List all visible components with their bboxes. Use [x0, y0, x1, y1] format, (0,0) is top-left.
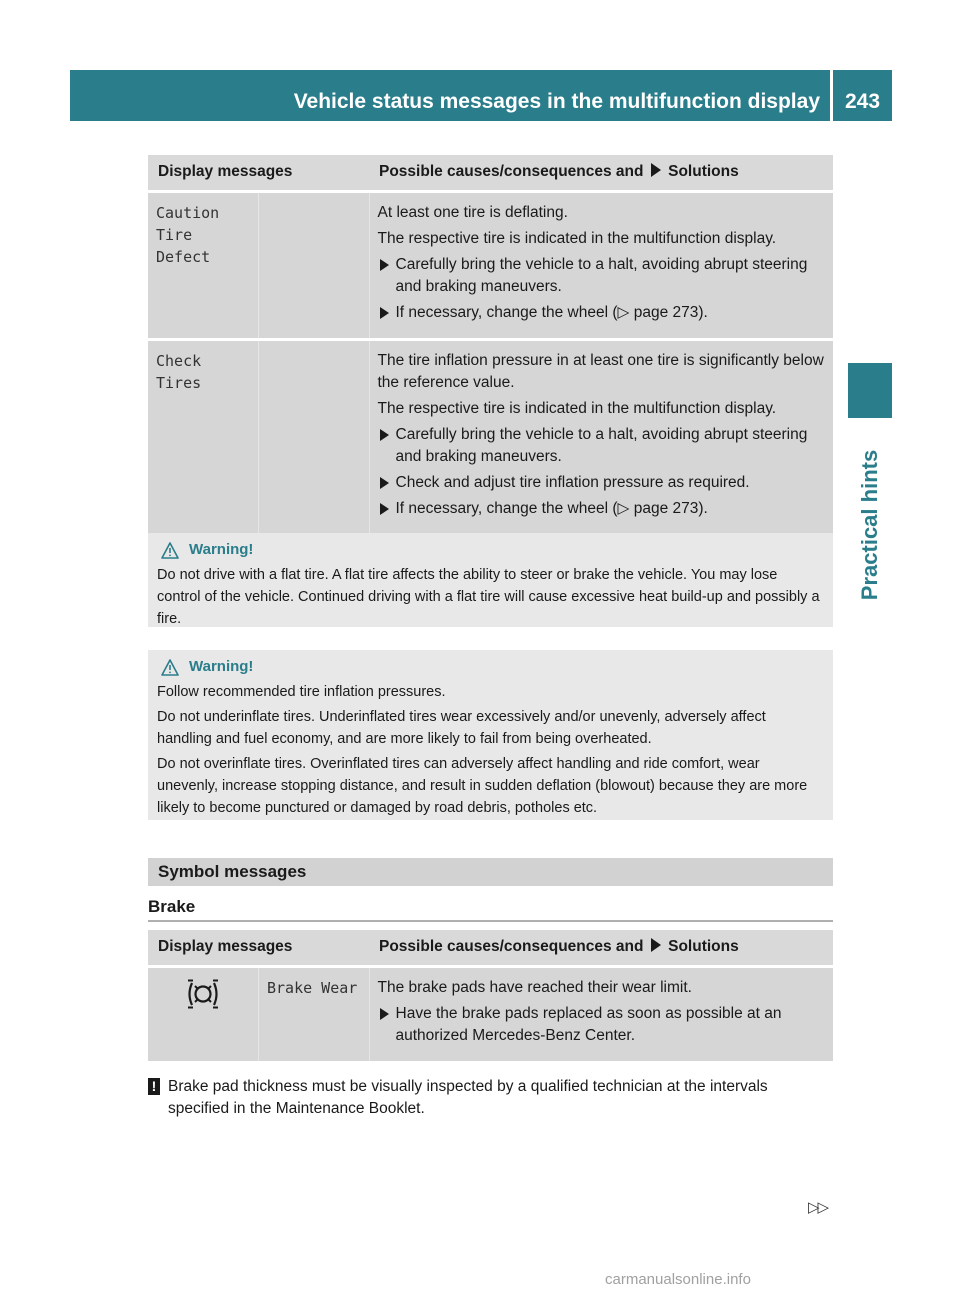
- table-row: [148, 966, 833, 1061]
- solution-step: Carefully bring the vehicle to a halt, avoiding abrupt steering and braking maneuvers.: [378, 424, 826, 468]
- solution-step: Have the brake pads replaced as soon as possible at an authorized Mercedes-Benz Center.: [378, 1003, 826, 1047]
- cause-text: The respective tire is indicated in the multifunction display.: [377, 399, 777, 417]
- footer-watermark: carmanualsonline.info: [605, 1271, 751, 1288]
- tire-messages-table: [148, 155, 833, 534]
- brake-wear-symbol-icon: [184, 979, 222, 1009]
- causes-solutions-cell: [369, 966, 833, 1061]
- solution-step: Check and adjust tire inflation pressure as required.: [378, 472, 826, 494]
- note-brake-pad: [148, 1076, 833, 1120]
- arrow-right-icon: [380, 477, 389, 489]
- arrow-right-icon: [380, 503, 389, 515]
- display-symbol-cell: [148, 966, 259, 1061]
- cause-text: The brake pads have reached their wear limit.: [377, 978, 692, 996]
- side-tab: [848, 425, 892, 625]
- section-title: Symbol messages: [148, 858, 833, 886]
- display-message: Caution Tire Defect: [156, 203, 220, 266]
- side-tab-label: Practical hints: [857, 449, 882, 601]
- arrow-right-icon: [380, 307, 389, 319]
- table-header-row: [148, 930, 833, 966]
- arrow-right-icon: [651, 163, 661, 177]
- header-display-messages: Display messages: [148, 930, 369, 966]
- warning-triangle-icon: [161, 542, 179, 559]
- arrow-right-icon: [380, 429, 389, 441]
- warning-text: Do not drive with a flat tire. A flat tire affects the ability to steer or brake the vehicle. You may lose control of the vehicle. Continued driving with a flat tire will cause excessive heat build-up and possibly a fire.: [157, 567, 820, 627]
- cause-text: The respective tire is indicated in the multifunction display.: [377, 229, 777, 247]
- warning-box-flat-tire: [148, 533, 833, 627]
- subsection-title: Brake: [148, 897, 833, 922]
- side-tab-marker: [848, 363, 892, 418]
- solution-step: Carefully bring the vehicle to a halt, avoiding abrupt steering and braking maneuvers.: [378, 254, 826, 298]
- display-message-cell: [148, 339, 259, 534]
- header-causes-solutions: Possible causes/consequences and Solutions: [369, 930, 833, 966]
- solution-step: If necessary, change the wheel (▷ page 273).: [378, 498, 826, 520]
- exclamation-icon: !: [148, 1078, 160, 1095]
- arrow-right-icon: [380, 259, 389, 271]
- warning-heading: Warning!: [161, 539, 824, 561]
- table-row: [148, 191, 833, 339]
- header-causes-solutions: Possible causes/consequences and Solutions: [369, 155, 833, 191]
- continued-icon: ▷▷: [808, 1199, 828, 1216]
- brake-messages-table: [148, 930, 833, 1061]
- cause-text: At least one tire is deflating.: [377, 203, 568, 221]
- warning-box-inflation: [148, 650, 833, 820]
- table-row: [148, 339, 833, 534]
- note-text: Brake pad thickness must be visually inspected by a qualified technician at the intervals specified in the Maintenance Booklet.: [168, 1078, 768, 1117]
- cause-text: The tire inflation pressure in at least one tire is significantly below the reference value.: [377, 351, 824, 391]
- display-message: Check Tires: [156, 351, 202, 392]
- warning-triangle-icon: [161, 659, 179, 676]
- causes-solutions-cell: [369, 191, 833, 339]
- warning-heading: Warning!: [161, 656, 824, 678]
- display-message-cell: [148, 191, 259, 339]
- display-message: Brake Wear: [267, 978, 358, 997]
- warning-text: Do not overinflate tires. Overinflated tires can adversely affect handling and ride comfort, wear unevenly, increase stopping distance, and result in sudden deflation (blowout) because they are more likely to become punctured or damaged by road debris, potholes etc.: [157, 756, 808, 816]
- header-display-messages: Display messages: [148, 155, 369, 191]
- empty-cell: [259, 339, 370, 534]
- arrow-right-icon: [651, 938, 661, 952]
- page-number: 243: [844, 90, 881, 113]
- empty-cell: [259, 191, 370, 339]
- solution-step: If necessary, change the wheel (▷ page 273).: [378, 302, 826, 324]
- table-header-row: [148, 155, 833, 191]
- arrow-right-icon: [380, 1008, 389, 1020]
- causes-solutions-cell: [369, 339, 833, 534]
- warning-text: Follow recommended tire inflation pressures.: [157, 684, 446, 700]
- page-title: Vehicle status messages in the multifunction display: [293, 90, 820, 113]
- display-message-cell: [259, 966, 370, 1061]
- warning-text: Do not underinflate tires. Underinflated tires wear excessively and/or unevenly, adversely affect handling and fuel economy, and are more likely to fail from being overheated.: [157, 709, 766, 747]
